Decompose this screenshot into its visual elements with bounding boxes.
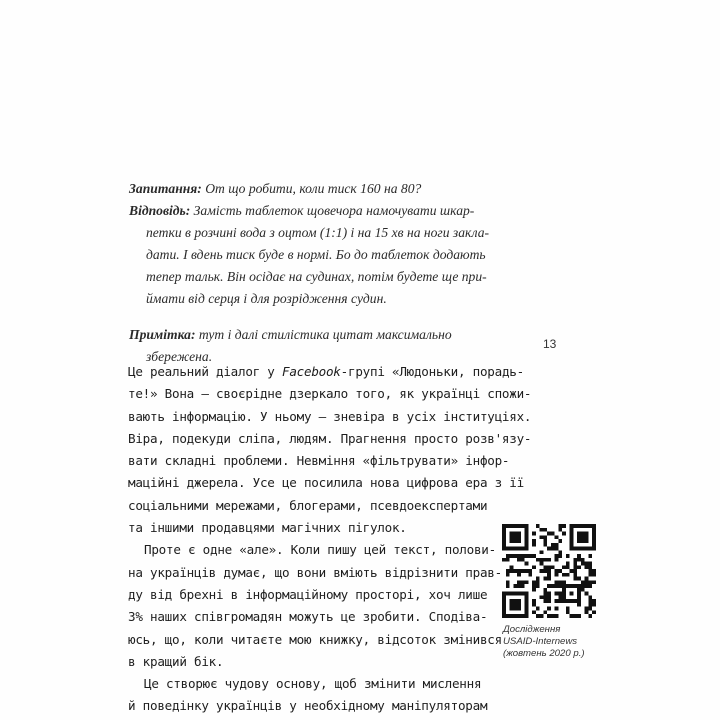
caption-line: Дослідження xyxy=(503,624,561,635)
answer-text: Замість таблеток щовечора намочувати шкар- xyxy=(190,203,475,218)
facebook-text: Facebook xyxy=(281,364,341,379)
paragraph-line: й поведінку українців у необхідному маніпуляторам xyxy=(128,698,488,714)
paragraph-line: Проте є одне «але». Коли пишу цей текст, полови- xyxy=(144,542,496,558)
qr-code-image xyxy=(502,524,596,618)
qr-code[interactable] xyxy=(502,524,596,618)
note-text: тут і далі стилістика цитат максимально xyxy=(195,327,452,342)
answer-line xyxy=(129,200,491,222)
paragraph-line: ду від брехні в інформаційному просторі, хоч лише xyxy=(128,586,488,602)
spacer xyxy=(129,310,491,324)
page-number: 13 xyxy=(543,337,557,351)
paragraph-line xyxy=(128,361,524,383)
paragraph-line: вають інформацію. У ньому — зневіра в усіх інституціях. xyxy=(128,408,532,424)
paragraph-line: юсь, що, коли читаєте мою книжку, відсоток змінився xyxy=(128,631,502,647)
answer-text: петки в розчині вода з оцтом (1:1) і на 15 хв на ноги закла- xyxy=(146,225,490,240)
note-text: збережена. xyxy=(146,349,213,364)
question-label: Запитання: xyxy=(129,181,202,196)
qr-caption xyxy=(503,624,613,660)
note-line xyxy=(129,324,491,346)
paragraph-line: маційні джерела. Усе це посилила нова цифрова ера з її xyxy=(128,475,524,491)
paragraph-line: Віра, подекуди сліпа, людям. Прагнення просто розв'язу- xyxy=(128,430,532,446)
question-text: От що робити, коли тиск 160 на 80? xyxy=(201,181,422,196)
answer-text: ймати від серця і для розрідження судин. xyxy=(146,291,387,306)
paragraph-line: соціальними мережами, блогерами, псевдоекспертами xyxy=(128,497,488,513)
answer-text: дати. І вдень тиск буде в нормі. Бо до таблеток додають xyxy=(146,247,486,262)
paragraph-line: вати складні проблеми. Невміння «фільтрувати» інфор- xyxy=(128,453,510,469)
paragraph-line: 3% наших співгромадян можуть це зробити. Сподіва- xyxy=(128,609,488,625)
paragraph-line: на українців думає, що вони вміють відрізнити прав- xyxy=(128,564,502,580)
caption-line: USAID-Internews xyxy=(503,636,578,647)
paragraph-line: те!» Вона — своєрідне дзеркало того, як українці спожи- xyxy=(128,386,532,402)
note-label: Примітка: xyxy=(129,327,196,342)
quoted-dialogue xyxy=(129,178,491,368)
paragraph-line: Це створює чудову основу, щоб змінити мислення xyxy=(144,676,482,692)
text-run: Це реальний діалог у xyxy=(128,364,282,379)
answer-text: тепер тальк. Він осідає на судинах, потім будете ще при- xyxy=(146,269,487,284)
paragraph-line: в кращий бік. xyxy=(128,653,224,669)
caption-line: (жовтень 2020 р.) xyxy=(503,648,585,659)
text-run: -групі «Людоньки, порадь- xyxy=(340,364,524,379)
answer-label: Відповідь: xyxy=(129,203,191,218)
question-line xyxy=(129,178,491,200)
paragraph-line: та іншими продавцями магічних пігулок. xyxy=(128,520,407,536)
